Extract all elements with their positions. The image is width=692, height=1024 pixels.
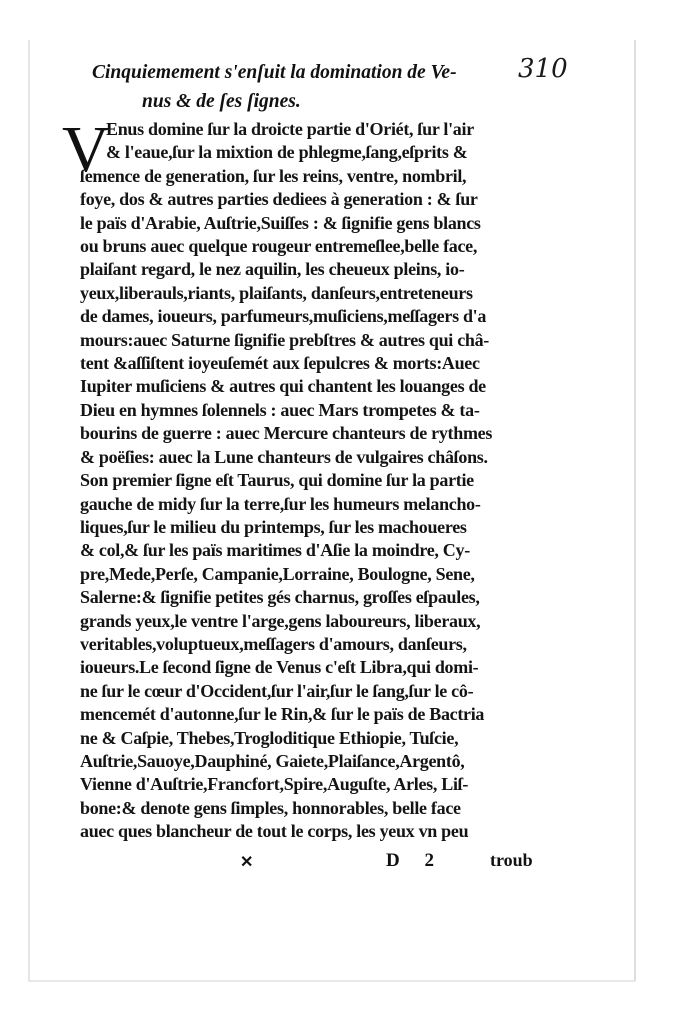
text-line: liques,ſur le milieu du printemps, ſur les machoueres — [80, 516, 467, 537]
catchword: troub — [490, 850, 533, 870]
text-line: Vienne d'Auſtrie,Francfort,Spire,Auguſte, Arles, Liſ- — [80, 774, 469, 795]
drop-capital: V — [62, 113, 110, 186]
page-edge-right — [634, 40, 636, 980]
text-line: Enus domine ſur la droicte partie d'Oriét, ſur l'air — [106, 119, 474, 139]
page-edge-bottom — [28, 980, 636, 982]
text-line: mours:auec Saturne ſignifie prebſtres & autres qui châ- — [80, 329, 489, 350]
text-line: ou bruns auec quelque rougeur entremeſlee,belle face, — [80, 236, 478, 257]
page-footer — [0, 852, 692, 882]
text-line: Dieu en hymnes ſolennels : auec Mars trompetes & ta- — [80, 399, 480, 420]
text-line: Son premier ſigne eſt Taurus, qui domine ſur la partie — [80, 470, 474, 491]
text-line: Salerne:& ſignifie petites gés charnus, groſſes eſpaules, — [80, 587, 480, 608]
text-line: pre,Mede,Perſe, Campanie,Lorraine, Boulogne, Sene, — [80, 563, 475, 584]
text-line: de dames, ioueurs, parfumeurs,muſiciens,meſſagers d'a — [80, 306, 487, 327]
text-line: Auſtrie,Sauoye,Dauphiné, Gaiete,Plaiſance,Argentô, — [80, 750, 465, 771]
signature-mark: D 2 — [386, 850, 444, 871]
text-line: plaiſant regard, le nez aquilin, les cheueux pleins, io- — [80, 259, 465, 280]
text-line: yeux,liberauls,riants, plaiſants, danſeurs,entreteneurs — [80, 282, 473, 303]
text-line: le païs d'Arabie, Auſtrie,Suiſſes : & ſignifie gens blancs — [80, 212, 481, 233]
body-text — [80, 118, 550, 844]
page-edge-left — [28, 40, 30, 980]
text-line: ſemence de generation, ſur les reins, ventre, nombril, — [80, 165, 467, 186]
text-line: & l'eaue,ſur la mixtion de phlegme,ſang,eſprits & — [106, 142, 468, 163]
chapter-heading — [92, 58, 522, 116]
text-line: veritables,voluptueux,meſſagers d'amours, danſeurs, — [80, 633, 467, 654]
text-line: & col,& ſur les païs maritimes d'Aſie la moindre, Cy- — [80, 540, 470, 561]
text-line: ne & Caſpie, Thebes,Trogloditique Ethiopie, Tuſcie, — [80, 727, 459, 748]
text-line: ioueurs.Le ſecond ſigne de Venus c'eſt Libra,qui domi- — [80, 657, 479, 678]
text-line: bone:& denote gens ſimples, honnorables, belle face — [80, 797, 461, 818]
folio-number: 310 — [518, 54, 568, 84]
text-line: Iupiter muſiciens & autres qui chantent les louanges de — [80, 376, 486, 397]
heading-line-1: Cinquiemement s'enſuit la domination de Ve- — [92, 62, 457, 83]
text-line: bourins de guerre : auec Mercure chanteurs de rythmes — [80, 423, 493, 444]
text-line: grands yeux,le ventre l'arge,gens laboureurs, liberaux, — [80, 610, 481, 631]
text-line: mencemét d'autonne,ſur le Rin,& ſur le païs de Bactria — [80, 704, 485, 725]
heading-line-2: nus & de ſes ſignes. — [142, 91, 301, 112]
text-line: gauche de midy ſur la terre,ſur les humeurs melancho- — [80, 493, 481, 514]
text-line: tent &aſſiſtent ioyeuſemét aux ſepulcres & morts:Auec — [80, 353, 480, 374]
ornament-mark: ✕ — [240, 852, 254, 871]
text-line: foye, dos & autres parties dediees à generation : & ſur — [80, 189, 478, 210]
text-line: ne ſur le cœur d'Occident,ſur l'air,ſur le ſang,ſur le cô- — [80, 680, 474, 701]
text-line: & poëſies: auec la Lune chanteurs de vulgaires châſons. — [80, 446, 488, 467]
text-line: auec ques blancheur de tout le corps, les yeux vn peu — [80, 821, 469, 842]
